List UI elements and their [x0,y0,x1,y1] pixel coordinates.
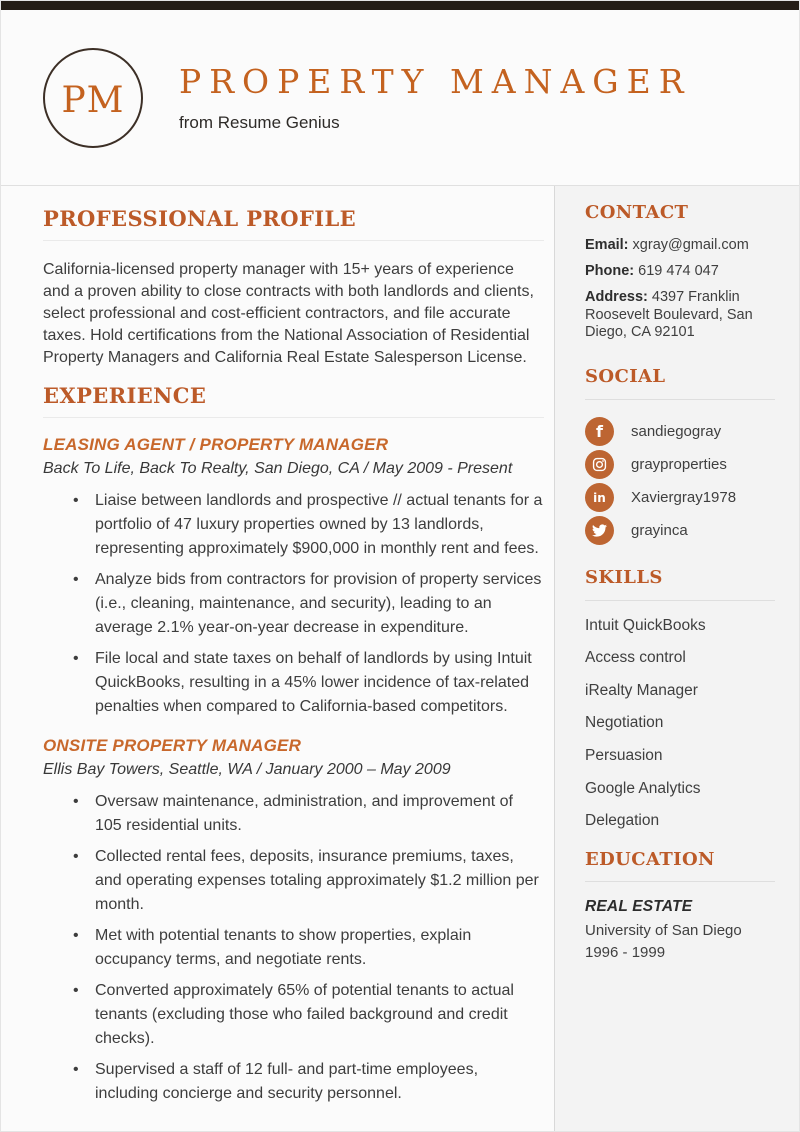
social-item-facebook [585,417,775,446]
job-entry-onsite-property-manager [43,736,544,1106]
skills-list [585,617,775,831]
contact-label: Phone: [585,262,635,279]
social-handle: grayinca [631,522,688,540]
education-school: University of San Diego [585,922,742,940]
main-columns [1,186,799,1132]
skill-item: iRealty Manager [585,681,698,699]
facebook-icon: f [585,417,614,446]
skill-item: Negotiation [585,714,664,732]
social-list [585,417,775,545]
skill-item: Persuasion [585,747,663,764]
top-accent-bar [1,1,799,10]
skill-item: Intuit QuickBooks [585,616,706,634]
section-heading-education: EDUCATION [585,848,715,870]
list-item: • File local and state taxes on behalf of landlords by using Intuit QuickBooks, resulting in a 45% lower incidence of tax-related penalties when compared to California-based competitors. [43,647,544,719]
job-entry-leasing-agent [43,435,544,719]
list-item: • Met with potential tenants to show properties, explain occupancy terms, and negotiate rents. [43,924,544,972]
social-item-instagram [585,450,775,479]
monogram-circle [43,48,143,148]
resume-header [1,10,799,186]
social-handle: Xaviergray1978 [631,489,737,507]
contact-email [585,237,775,255]
social-item-twitter [585,516,775,545]
job-bullet-list [43,489,544,719]
divider [43,417,544,418]
section-heading-skills: SKILLS [585,567,663,589]
skill-item: Delegation [585,812,660,830]
professional-profile-text: California-licensed property manager with 15+ years of experience and a proven ability to close contracts with both landlords and clients, select professional and cost-efficient contractors, and file accurate taxes. Hold certifications from the National Association of Residential Property Managers and California Real Estate Salesperson License. [43,261,534,367]
list-item: • Liaise between landlords and prospective // actual tenants for a portfolio of 47 luxury properties owned by 13 landlords, representing approximately $900,000 in monthly rent and fees. [43,489,544,561]
section-heading-experience: EXPERIENCE [43,383,207,409]
header-text [179,62,692,133]
skill-item: Access control [585,649,686,667]
contact-phone [585,263,775,281]
list-item: • Oversaw maintenance, administration, and improvement of 105 residential units. [43,790,544,838]
education-dates: 1996 - 1999 [585,944,666,962]
monogram-initials: PM [61,80,125,121]
contact-value: xgray@gmail.com [632,236,749,253]
section-heading-contact: CONTACT [585,202,689,223]
divider [585,881,775,882]
social-handle: grayproperties [631,456,727,474]
job-meta: Back To Life, Back To Realty, San Diego, CA / May 2009 - Present [43,460,513,478]
instagram-icon [585,450,614,479]
job-bullet-list [43,790,544,1106]
section-heading-professional-profile: PROFESSIONAL PROFILE [43,206,357,231]
job-title: ONSITE PROPERTY MANAGER [43,736,302,756]
page-subtitle: from Resume Genius [179,113,340,132]
social-item-linkedin [585,483,775,512]
twitter-icon [585,516,614,545]
contact-label: Email: [585,236,629,253]
contact-address [585,289,775,343]
page-title: PROPERTY MANAGER [179,62,692,101]
education-degree: REAL ESTATE [585,898,693,916]
list-item: • Converted approximately 65% of potential tenants to actual tenants (excluding those who failed background and credit checks). [43,979,544,1051]
divider [43,240,544,241]
contact-list [585,237,775,343]
job-title: LEASING AGENT / PROPERTY MANAGER [43,435,389,455]
contact-label: Address: [585,288,648,305]
contact-value: 4397 Franklin Roosevelt Boulevard, San Diego, CA 92101 [585,288,753,341]
list-item: • Analyze bids from contractors for provision of property services (i.e., cleaning, maintenance, and security), leading to an average 2.1% year-on-year decrease in expenditure. [43,568,544,640]
job-meta: Ellis Bay Towers, Seattle, WA / January 2000 – May 2009 [43,761,451,779]
sidebar [554,186,799,1132]
section-heading-social: SOCIAL [585,366,666,388]
contact-value: 619 474 047 [638,262,719,279]
divider [585,399,775,400]
skill-item: Google Analytics [585,779,701,797]
linkedin-icon: in [585,483,614,512]
social-handle: sandiegogray [631,423,722,441]
divider [585,600,775,601]
left-column [1,186,554,1132]
list-item: • Supervised a staff of 12 full- and part-time employees, including concierge and security personnel. [43,1058,544,1106]
list-item: • Collected rental fees, deposits, insurance premiums, taxes, and operating expenses totaling approximately $1.2 million per month. [43,845,544,917]
